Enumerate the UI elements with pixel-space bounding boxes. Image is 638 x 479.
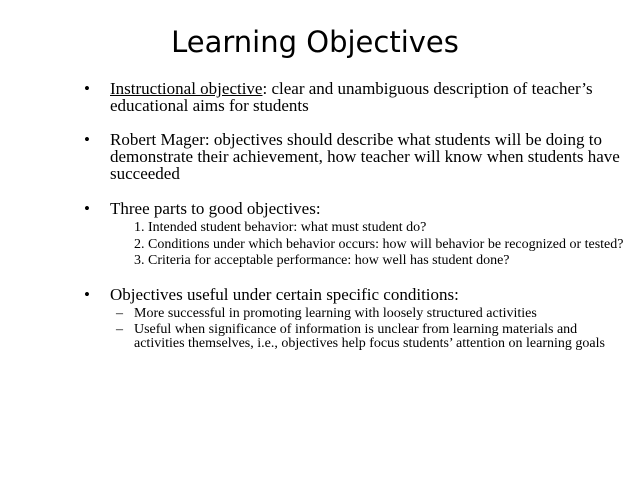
slide-body [84,80,624,350]
bullet-text: : clear and unambiguous description of teacher’s educational aims for students [110,79,593,115]
numbered-item-3: 3. Criteria for acceptable performance: how well has student done? [134,253,510,268]
numbered-item-2: 2. Conditions under which behavior occurs: how will behavior be recognized or tested? [134,236,624,252]
bullet-marker: • [84,199,90,218]
bullet-instructional-objective [84,80,624,114]
dash-text: More successful in promoting learning with loosely structured activities [134,305,537,321]
bullet-objectives-useful [84,286,624,303]
numbered-item-1: 1. Intended student behavior: what must student do? [134,220,427,235]
slide-title: Learning Objectives [171,25,459,59]
dash-item-1 [84,307,624,321]
dash-item-2 [84,323,624,350]
bullet-text: Three parts to good objectives: [110,199,321,218]
dash-marker: – [116,322,123,337]
term-instructional-objective: Instructional objective [110,79,263,98]
bullet-robert-mager [84,131,624,182]
bullet-marker: • [84,79,90,98]
bullet-marker: • [84,284,90,304]
dash-marker: – [116,305,123,321]
bullet-text: Robert Mager: objectives should describe what students will be doing to demonstrate their achievement, how teacher will know when students have succeeded [110,130,620,183]
bullet-marker: • [84,130,90,149]
dash-text: Useful when significance of information is unclear from learning materials and activities themselves, i.e., objectives help focus students’ attention on learning goals [134,322,605,351]
bullet-text: Objectives useful under certain specific conditions: [110,284,459,304]
bullet-three-parts [84,200,624,217]
